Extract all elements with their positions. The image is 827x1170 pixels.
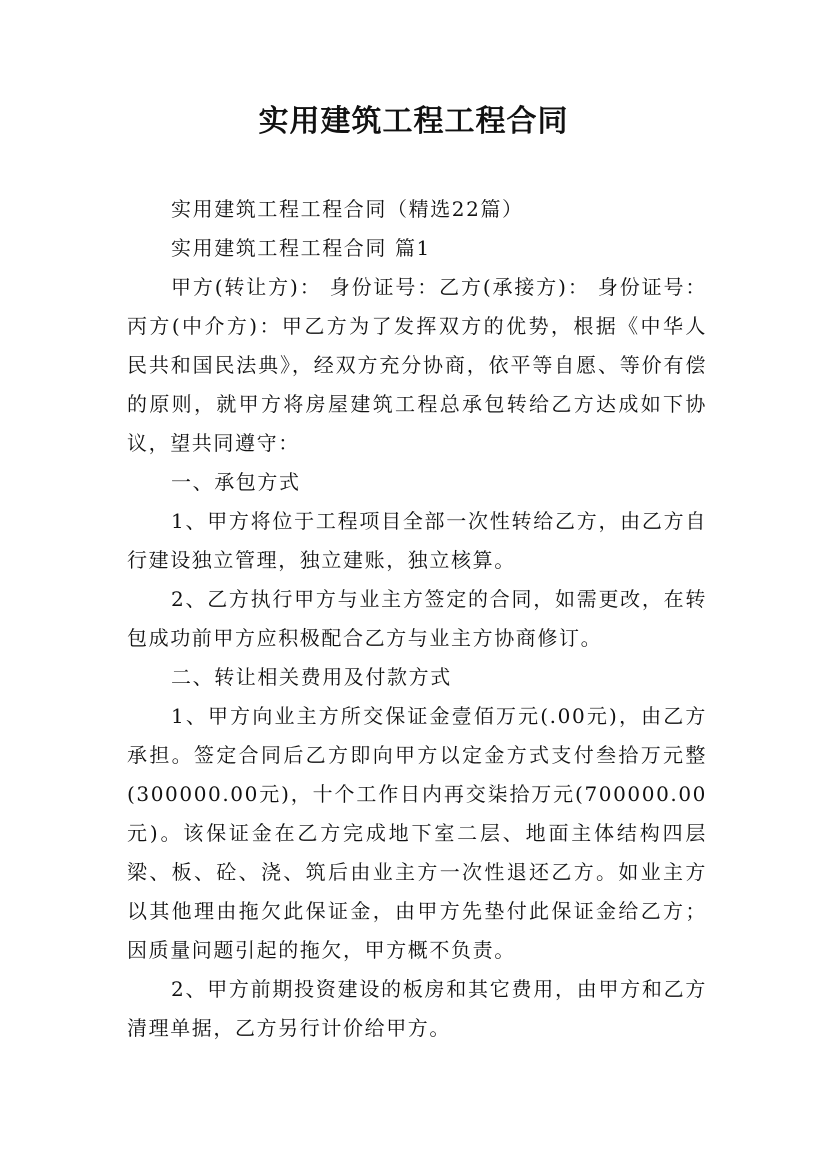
document-body — [127, 190, 707, 1048]
clause-item-1-1: 1、甲方将位于工程项目全部一次性转给乙方，由乙方自行建设独立管理，独立建账，独立核算。 — [127, 509, 707, 572]
clause-item-1-2: 2、乙方执行甲方与业主方签定的合同，如需更改，在转包成功前甲方应积极配合乙方与业主方协商修订。 — [127, 587, 707, 650]
subtitle-paragraph: 实用建筑工程工程合同（精选22篇） — [171, 197, 524, 221]
document-title: 实用建筑工程工程合同 — [258, 104, 569, 139]
clause-item-2-1: 1、甲方向业主方所交保证金壹佰万元(.00元)，由乙方承担。签定合同后乙方即向甲方以定金方式支付叁拾万元整(300000.00元)，十个工作日内再交柒拾万元(700000.00元)。该保证金在乙方完成地下室二层、地面主体结构四层梁、板、砼、浇、筑后由业主方一次性退还乙方。如业主方以其他理由拖欠此保证金，由甲方先垫付此保证金给乙方；因质量问题引起的拖欠，甲方概不负责。 — [127, 704, 707, 962]
parties-paragraph: 甲方(转让方)： 身份证号：乙方(承接方)： 身份证号：丙方(中介方)：甲乙方为了发挥双方的优势，根据《中华人民共和国民法典》，经双方充分协商，依平等自愿、等价有偿的原则，就甲方将房屋建筑工程总承包转给乙方达成如下协议，望共同遵守： — [127, 275, 707, 455]
section-heading-paragraph: 实用建筑工程工程合同 篇1 — [171, 236, 431, 260]
clause-heading-1: 一、承包方式 — [171, 470, 301, 494]
clause-item-2-2: 2、甲方前期投资建设的板房和其它费用，由甲方和乙方清理单据，乙方另行计价给甲方。 — [127, 977, 707, 1040]
clause-heading-2: 二、转让相关费用及付款方式 — [171, 665, 452, 689]
